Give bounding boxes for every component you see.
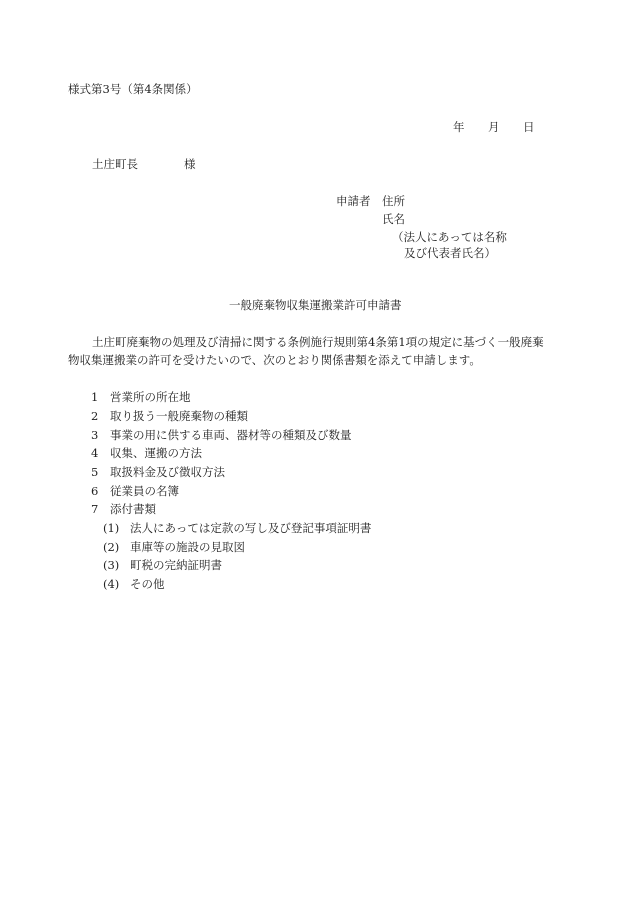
- list-item-text: 収集、運搬の方法: [110, 446, 202, 460]
- date-day: 日: [523, 120, 535, 134]
- list-item-text: 添付書類: [110, 502, 156, 516]
- addressee-name: 土庄町長: [92, 157, 138, 171]
- attachment-text: 法人にあっては定款の写し及び登記事項証明書: [130, 521, 372, 535]
- list-item-text: 事業の用に供する車両、器材等の種類及び数量: [110, 428, 352, 442]
- attachment-text: 車庫等の施設の見取図: [130, 540, 245, 554]
- list-item-number: 7: [91, 502, 99, 516]
- list-item-number: 3: [91, 428, 99, 442]
- date-month: 月: [488, 120, 500, 134]
- document-title: 一般廃棄物収集運搬業許可申請書: [229, 298, 402, 312]
- attachment-number: (3): [103, 558, 120, 572]
- attachment-number: (2): [103, 540, 120, 554]
- list-item-number: 2: [91, 409, 99, 423]
- list-item-number: 4: [91, 446, 99, 460]
- applicant-label: 申請者: [336, 194, 371, 208]
- list-item-text: 取扱料金及び徴収方法: [110, 465, 225, 479]
- addressee-honorific: 様: [184, 157, 196, 171]
- list-item-number: 5: [91, 465, 99, 479]
- date-year: 年: [453, 120, 465, 134]
- list-item-number: 6: [91, 484, 99, 498]
- applicant-note-line1: （法人にあっては名称: [392, 230, 507, 244]
- list-item-text: 取り扱う一般廃棄物の種類: [110, 409, 248, 423]
- applicant-address-label: 住所: [382, 194, 405, 208]
- list-item-text: 営業所の所在地: [110, 390, 191, 404]
- attachment-number: (1): [103, 521, 120, 535]
- list-item-number: 1: [91, 390, 99, 404]
- attachment-number: (4): [103, 577, 120, 591]
- attachment-text: 町税の完納証明書: [130, 558, 222, 572]
- applicant-name-label: 氏名: [382, 212, 405, 226]
- form-label: 様式第3号（第4条関係）: [68, 82, 198, 96]
- attachment-text: その他: [130, 577, 165, 591]
- applicant-note-line2: 及び代表者氏名）: [404, 246, 496, 260]
- body-line-2: 物収集運搬業の許可を受けたいので、次のとおり関係書類を添えて申請します。: [68, 353, 481, 367]
- list-item-text: 従業員の名簿: [110, 484, 179, 498]
- body-line-1: 土庄町廃棄物の処理及び清掃に関する条例施行規則第4条第1項の規定に基づく一般廃棄: [92, 335, 544, 349]
